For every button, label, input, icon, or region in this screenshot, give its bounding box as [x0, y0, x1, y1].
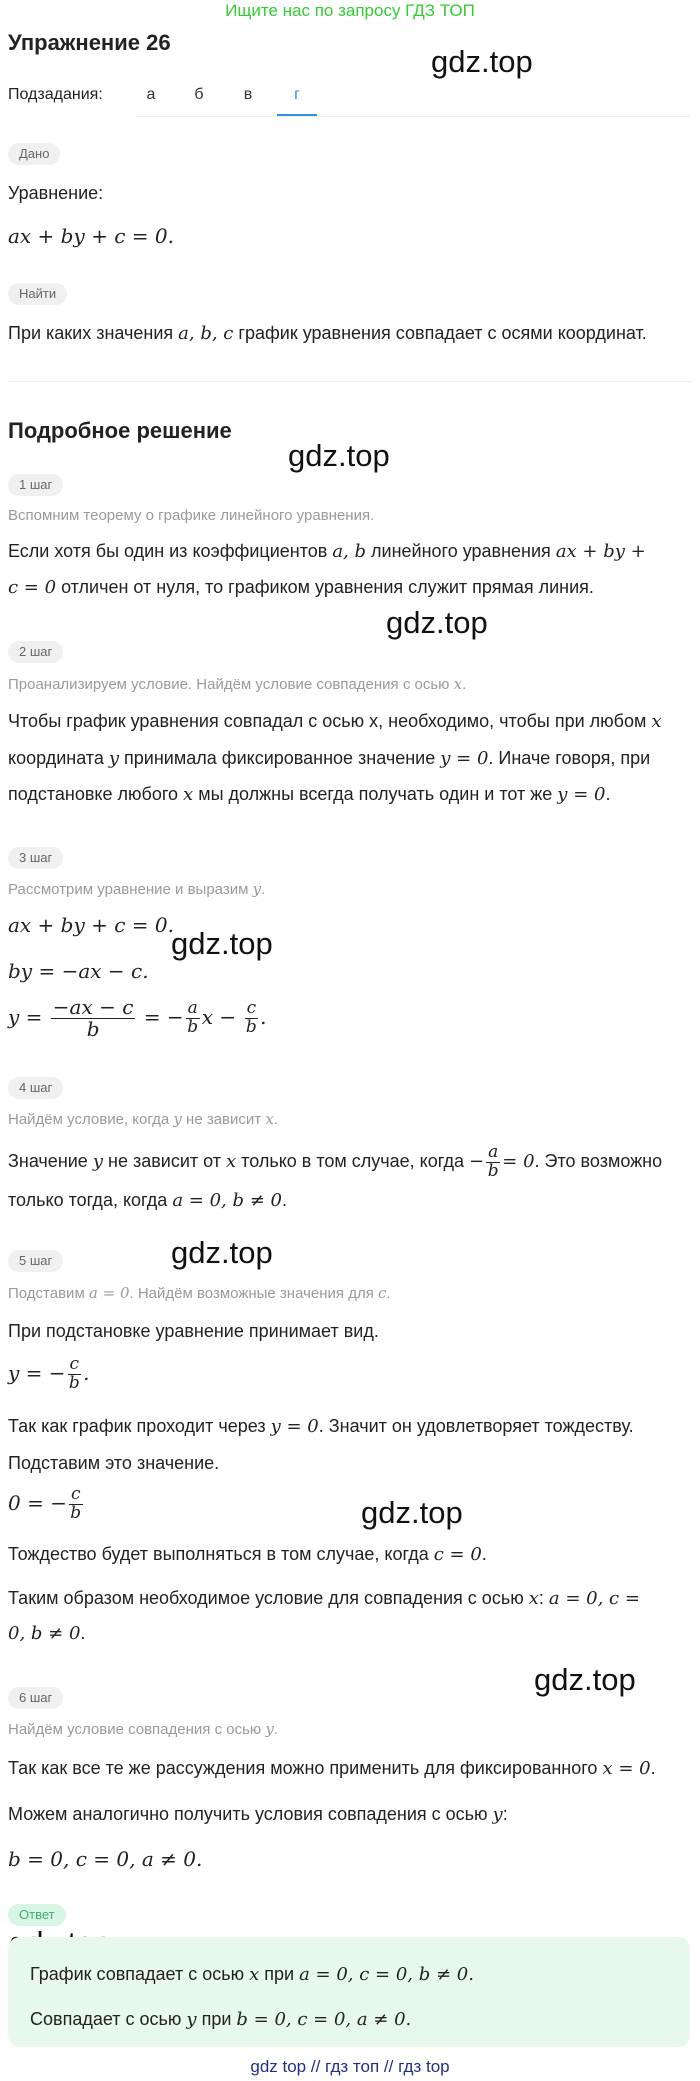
step-5-eq-1: y = − $\frac{c}{b}$ . — [8, 1354, 90, 1393]
step-3-eq-2: by = −ax − c. — [8, 959, 149, 983]
answer-box — [8, 1937, 690, 2047]
step-5-text-3: Подставим это значение. — [8, 1453, 220, 1473]
solution-heading: Подробное решение — [8, 418, 232, 443]
given-label: Уравнение: — [8, 183, 104, 203]
watermark: gdz.top — [288, 438, 390, 473]
watermark: gdz.top — [534, 1662, 636, 1697]
step-5-text-1: При подстановке уравнение принимает вид. — [8, 1321, 379, 1341]
subtasks-label: Подзадания: — [8, 86, 103, 103]
page-title: Упражнение 26 — [8, 30, 171, 55]
step-6-text-2: Можем аналогично получить условия совпадения с осью y: — [8, 1804, 508, 1825]
step-6-text-1: Так как все те же рассуждения можно применить для фиксированного x = 0. — [8, 1758, 656, 1779]
watermark: gdz.top — [171, 1235, 273, 1270]
given-equation: ax + by + c = 0. — [8, 224, 175, 248]
watermark: gdz.top — [361, 1495, 463, 1530]
step-5-text-2: Так как график проходит через y = 0. Значит он удовлетворяет тождеству. — [8, 1416, 634, 1437]
watermark: gdz.top — [386, 605, 488, 640]
watermark: gdz.top — [431, 44, 533, 79]
answer-pill: Ответ — [8, 1904, 66, 1926]
watermark: gdz.top — [171, 926, 273, 961]
step-1-text: Если хотя бы один из коэффициентов a, b линейного уравнения ax + by + — [8, 541, 646, 562]
footer-link[interactable]: гдз топ — [325, 2057, 380, 2076]
find-pill: Найти — [8, 283, 67, 305]
footer-separator: // — [306, 2057, 326, 2076]
section-divider — [8, 381, 692, 382]
step-3-hint: Рассмотрим уравнение и выразим y. — [8, 880, 266, 898]
step-2-text-1: Чтобы график уравнения совпадал с осью х, необходимо, чтобы при любом x — [8, 711, 662, 732]
step-1-text-2: c = 0 отличен от нуля, то графиком уравнения служит прямая линия. — [8, 577, 594, 598]
step-3-eq-1: ax + by + c = 0. — [8, 913, 175, 937]
step-3-eq-3: y = $\frac{-ax - c}{b}$ = − $\frac{a}{b}$ x − $\frac{c}{b}$ . — [8, 995, 267, 1041]
footer-separator: // — [379, 2057, 399, 2076]
tab-b[interactable]: б — [194, 86, 204, 103]
step-2-text-2: координата y принимала фиксированное значение y = 0. Иначе говоря, при — [8, 748, 651, 769]
step-6-eq: b = 0, c = 0, a ≠ 0. — [8, 1847, 203, 1871]
step-4-pill: 4 шаг — [8, 1077, 63, 1099]
step-6-hint: Найдём условие совпадения с осью y. — [8, 1720, 278, 1738]
step-4-hint: Найдём условие, когда y не зависит x. — [8, 1110, 278, 1128]
tab-g[interactable]: г — [294, 86, 300, 103]
top-banner[interactable]: Ищите нас по запросу ГДЗ ТОП — [225, 1, 475, 20]
step-5-eq-2: 0 = − $\frac{c}{b}$ — [8, 1484, 82, 1523]
footer-links — [0, 2057, 700, 2077]
step-6-pill: 6 шаг — [8, 1687, 63, 1709]
answer-line-2: Совпадает с осью y при b = 0, c = 0, a ≠ 0. — [30, 2009, 412, 2030]
step-5-text-6: 0, b ≠ 0. — [8, 1623, 86, 1644]
step-1-pill: 1 шаг — [8, 474, 63, 496]
answer-line-1: График совпадает с осью x при a = 0, c = 0, b ≠ 0. — [30, 1964, 474, 1985]
step-5-hint: Подставим a = 0. Найдём возможные значения для c. — [8, 1284, 391, 1302]
step-5-text-4: Тождество будет выполняться в том случае, когда c = 0. — [8, 1544, 487, 1565]
step-3-pill: 3 шаг — [8, 847, 63, 869]
footer-link[interactable]: гдз top — [398, 2057, 450, 2076]
step-2-pill: 2 шаг — [8, 641, 63, 663]
step-4-text-2: только тогда, когда a = 0, b ≠ 0. — [8, 1190, 287, 1211]
step-5-text-5: Таким образом необходимое условие для совпадения с осью x: a = 0, c = — [8, 1588, 640, 1609]
tabs-underline — [135, 116, 690, 117]
step-4-text-1: Значение y не зависит от x только в том случае, когда − $\frac{a}{b}$ = 0. Это возможно — [8, 1141, 663, 1181]
find-text: При каких значения a, b, c график уравнения совпадает с осями координат. — [8, 323, 647, 344]
step-2-text-3: подстановке любого x мы должны всегда получать один и тот же y = 0. — [8, 784, 611, 805]
step-1-hint: Вспомним теорему о графике линейного уравнения. — [8, 507, 375, 524]
active-tab-indicator — [277, 114, 317, 116]
footer-link[interactable]: gdz top — [250, 2057, 307, 2076]
tab-a[interactable]: а — [146, 86, 156, 103]
tab-v[interactable]: в — [243, 86, 253, 103]
given-pill: Дано — [8, 143, 60, 165]
step-2-hint: Проанализируем условие. Найдём условие совпадения с осью x. — [8, 675, 467, 693]
step-5-pill: 5 шаг — [8, 1250, 63, 1272]
